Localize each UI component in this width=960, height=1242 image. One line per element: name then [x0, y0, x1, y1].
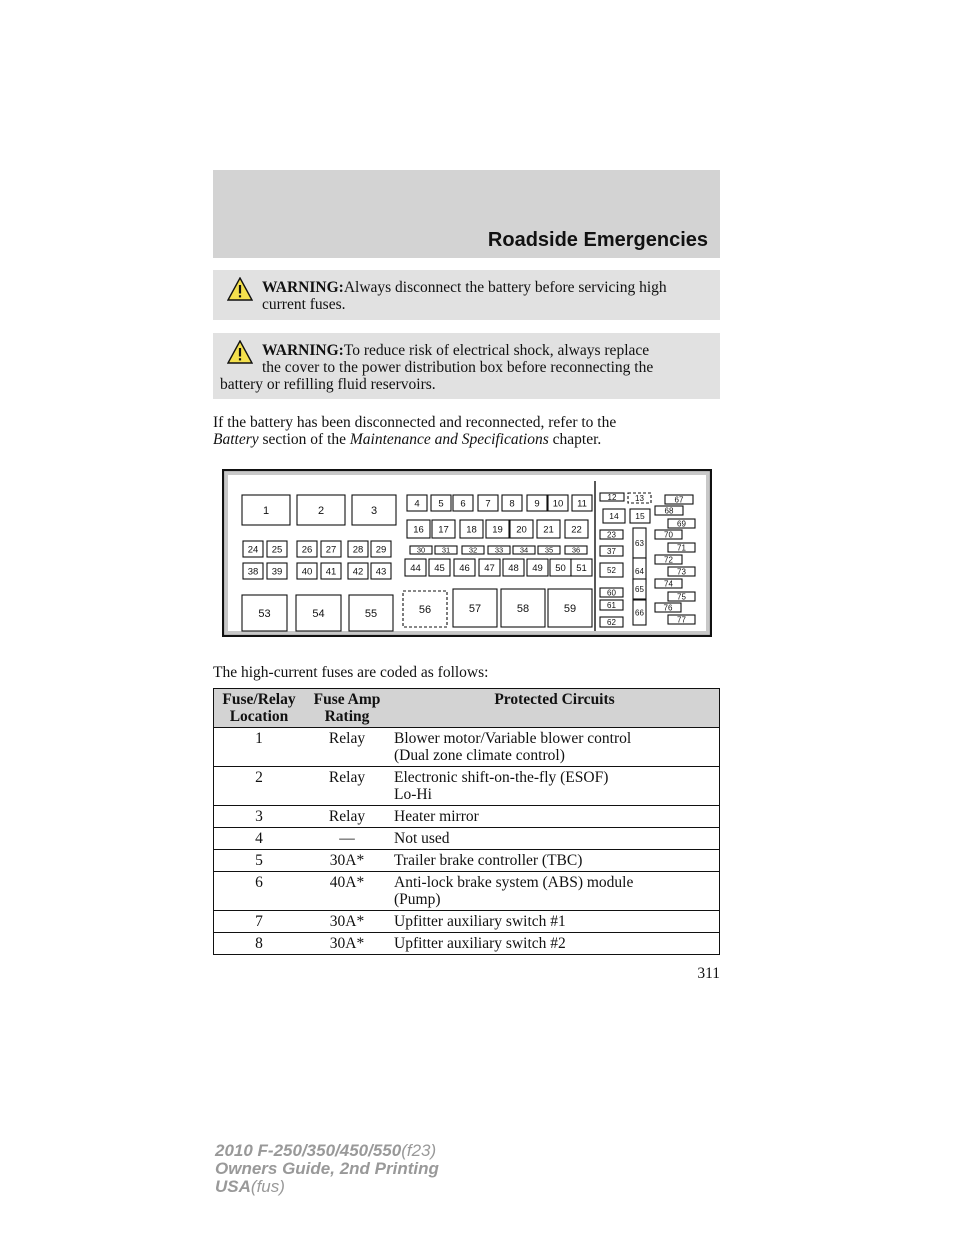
- fuse-slot-63: [633, 528, 646, 558]
- cell-circuits: Upfitter auxiliary switch #2: [390, 933, 720, 955]
- page-number: 311: [697, 965, 720, 982]
- fuse-label: 59: [563, 602, 577, 615]
- fuse-slot-69: [668, 519, 695, 528]
- warning-text: Always disconnect the battery before servicing high: [343, 279, 667, 296]
- warning-2-line-2: the cover to the power distribution box before reconnecting the: [262, 359, 654, 376]
- paragraph-line-1: If the battery has been disconnected and reconnected, refer to the: [213, 414, 617, 431]
- fuse-slot-68: [655, 506, 683, 515]
- footer-edition: Owners Guide, 2nd Printing: [215, 1159, 439, 1178]
- fuse-slot-55: [349, 595, 393, 631]
- fuse-label: 61: [607, 600, 616, 610]
- fuse-slot-74: [655, 579, 682, 588]
- header-circuits: Protected Circuits: [390, 689, 720, 728]
- fuse-slot-27: [321, 541, 341, 557]
- fuse-label: 12: [607, 492, 617, 502]
- table-header-row: [214, 689, 720, 728]
- fuse-slot-41: [321, 563, 341, 579]
- cell-location: 2: [214, 767, 305, 806]
- fuse-slot-52: [600, 563, 623, 577]
- cell-location: 6: [214, 872, 305, 911]
- fuse-slot-28: [348, 541, 368, 557]
- section-header: [213, 170, 720, 258]
- fuse-slot-13: [628, 493, 651, 503]
- table-row: [214, 933, 720, 955]
- fuse-label: 13: [635, 493, 644, 503]
- footer-model: 2010 F-250/350/450/550: [215, 1141, 402, 1160]
- fuse-label: 28: [352, 544, 364, 556]
- fuse-label: 36: [571, 545, 581, 555]
- fuse-label: 62: [607, 617, 616, 627]
- fuse-slot-47: [479, 559, 500, 576]
- fuse-slot-2: [297, 495, 345, 525]
- fuse-slot-54: [296, 595, 341, 631]
- fuse-slot-58: [501, 589, 545, 627]
- cell-circuits: Blower motor/Variable blower control (Dual zone climate control): [390, 728, 720, 767]
- fuse-slot-40: [297, 563, 317, 579]
- fuse-slot-61: [600, 600, 623, 610]
- table-row: [214, 911, 720, 933]
- fuse-slot-65: [633, 579, 646, 599]
- cell-circuits: Anti-lock brake system (ABS) module (Pump): [390, 872, 720, 911]
- table-row: [214, 872, 720, 911]
- fuse-label: 20: [516, 524, 527, 536]
- fuse-slot-43: [371, 563, 391, 579]
- fuse-slot-32: [462, 546, 484, 555]
- fuse-label: 4: [414, 498, 420, 510]
- fuse-label: 10: [552, 498, 564, 510]
- paragraph-text: chapter.: [552, 431, 602, 448]
- warning-2-line-1: [220, 342, 710, 359]
- fuse-slot-51: [571, 559, 592, 576]
- fuse-table: [213, 688, 720, 955]
- fuse-slot-66: [633, 600, 646, 625]
- fuse-label: 26: [301, 544, 313, 556]
- fuse-label: 41: [325, 566, 337, 578]
- fuse-label: 14: [609, 511, 619, 522]
- fuse-label: 60: [607, 588, 616, 598]
- cell-location: 4: [214, 828, 305, 850]
- fuse-slot-11: [572, 495, 592, 511]
- fuse-label: 30: [416, 545, 426, 555]
- fuse-label: 31: [441, 545, 451, 555]
- warning-1-line-1: [220, 279, 710, 296]
- fuse-label: 9: [534, 498, 540, 510]
- fuse-slot-72: [655, 555, 682, 564]
- fuse-slot-12: [600, 493, 624, 502]
- fuse-label: 2: [317, 504, 325, 517]
- fuse-label: 67: [674, 495, 684, 505]
- fuse-slot-9: [527, 495, 547, 511]
- fuse-label: 27: [325, 544, 337, 556]
- fuse-label: 15: [635, 511, 645, 522]
- cell-rating: 30A*: [304, 850, 390, 872]
- fuse-slot-33: [488, 546, 510, 555]
- table-intro: The high-current fuses are coded as follows:: [213, 664, 489, 681]
- cell-rating: 40A*: [304, 872, 390, 911]
- fuse-label: 35: [544, 545, 554, 555]
- fuse-slot-59: [548, 589, 592, 627]
- fuse-label: 70: [664, 530, 673, 540]
- fuse-slot-67: [665, 495, 693, 504]
- fuse-slot-30: [410, 546, 432, 555]
- fuse-slot-48: [503, 559, 524, 576]
- fuse-label: 72: [664, 555, 673, 565]
- fuse-label: 18: [466, 524, 477, 536]
- cell-rating: Relay: [304, 806, 390, 828]
- fuse-label: 21: [543, 524, 554, 536]
- section-title: Roadside Emergencies: [487, 229, 708, 251]
- fuse-slot-22: [565, 520, 588, 538]
- fuse-label: 46: [459, 562, 470, 574]
- fuse-slot-25: [267, 541, 287, 557]
- fuse-label: 25: [271, 544, 283, 556]
- footer-market: USA: [215, 1177, 251, 1196]
- fuse-label: 63: [635, 538, 644, 548]
- cell-rating: 30A*: [304, 911, 390, 933]
- warning-2-line-3: battery or refilling fluid reservoirs.: [220, 376, 436, 393]
- fuse-label: 19: [492, 524, 503, 536]
- fuse-slot-42: [348, 563, 368, 579]
- header-location: Fuse/Relay Location: [214, 689, 305, 728]
- fuse-slot-10: [548, 495, 568, 511]
- fuse-slot-49: [527, 559, 548, 576]
- fuse-slot-45: [429, 559, 450, 576]
- fuse-label: 29: [375, 544, 387, 556]
- fuse-slot-3: [352, 495, 396, 525]
- fuse-label: 52: [607, 565, 616, 575]
- footer-code: (f23): [401, 1141, 437, 1160]
- battery-link-text: Battery: [213, 431, 259, 448]
- fuse-label: 57: [468, 602, 482, 615]
- warning-box-2: [213, 333, 720, 399]
- fuse-label: 32: [468, 545, 478, 555]
- fuse-slot-77: [668, 615, 695, 624]
- fuse-label: 42: [352, 566, 364, 578]
- cell-circuits: Upfitter auxiliary switch #1: [390, 911, 720, 933]
- fuse-label: 64: [635, 566, 644, 576]
- fuse-slot-24: [243, 541, 263, 557]
- fuse-label: 39: [271, 566, 283, 578]
- fuse-label: 73: [677, 567, 686, 577]
- fuse-label: 45: [434, 562, 445, 574]
- warning-label: WARNING:: [262, 342, 344, 359]
- fuse-slot-19: [486, 520, 509, 538]
- fuse-slot-16: [407, 520, 430, 538]
- table-row: [214, 767, 720, 806]
- fuse-label: 44: [410, 562, 421, 574]
- warning-label: WARNING:: [262, 279, 344, 296]
- fuse-slot-21: [537, 520, 560, 538]
- cell-location: 3: [214, 806, 305, 828]
- fuse-label: 74: [664, 579, 673, 589]
- fuse-slot-20: [510, 520, 533, 538]
- paragraph-text: section of the: [262, 431, 347, 448]
- fuse-label: 8: [509, 498, 515, 510]
- fuse-slot-56: [403, 591, 447, 627]
- fuse-label: 24: [247, 544, 259, 556]
- fuse-slot-34: [513, 546, 535, 555]
- fuse-label: 33: [494, 545, 504, 555]
- fuse-label: 76: [663, 603, 673, 613]
- fuse-label: 40: [301, 566, 313, 578]
- fuse-slot-4: [407, 495, 427, 511]
- fuse-slot-35: [538, 546, 560, 555]
- fuse-slot-62: [600, 617, 623, 627]
- fuse-slot-5: [431, 495, 451, 511]
- battery-reference-paragraph: [213, 414, 720, 448]
- table-row: [214, 828, 720, 850]
- fuse-label: 43: [375, 566, 387, 578]
- warning-text: To reduce risk of electrical shock, always replace: [343, 342, 650, 359]
- fuse-slot-73: [668, 567, 695, 576]
- fuse-label: 68: [664, 506, 674, 516]
- fuse-slot-60: [600, 588, 623, 597]
- cell-circuits: Trailer brake controller (TBC): [390, 850, 720, 872]
- cell-location: 8: [214, 933, 305, 955]
- fuse-slot-53: [242, 595, 287, 631]
- fuse-label: 71: [677, 543, 686, 553]
- footer-market-code: (fus): [250, 1177, 285, 1196]
- fuse-label: 55: [364, 607, 378, 620]
- fuse-label: 47: [484, 562, 495, 574]
- fuse-slot-26: [297, 541, 317, 557]
- fuse-slot-44: [405, 559, 426, 576]
- fuse-label: 49: [532, 562, 543, 574]
- fuse-slot-46: [454, 559, 475, 576]
- fuse-slot-17: [432, 520, 455, 538]
- table-row: [214, 850, 720, 872]
- fuse-label: 77: [677, 615, 686, 625]
- fuse-label: 37: [607, 546, 616, 556]
- cell-location: 1: [214, 728, 305, 767]
- fuse-slot-14: [603, 509, 625, 523]
- cell-circuits: Heater mirror: [390, 806, 720, 828]
- chapter-name: Maintenance and Specifications: [349, 431, 549, 448]
- fuse-slot-6: [453, 495, 473, 511]
- fuse-slot-70: [655, 530, 682, 539]
- document-footer: [215, 1142, 439, 1196]
- fuse-label: 69: [677, 519, 686, 529]
- cell-rating: Relay: [304, 767, 390, 806]
- fuse-label: 6: [460, 498, 466, 510]
- fuse-slot-57: [453, 589, 497, 627]
- fuse-slot-71: [668, 543, 695, 552]
- fuse-label: 34: [519, 545, 529, 555]
- fuse-label: 38: [247, 566, 259, 578]
- fuse-slot-18: [460, 520, 483, 538]
- fuse-label: 66: [635, 608, 644, 618]
- fuse-slot-76: [655, 603, 681, 612]
- fuse-label: 58: [516, 602, 530, 615]
- fuse-slot-1: [242, 495, 290, 525]
- cell-rating: —: [304, 828, 390, 850]
- fuse-label: 23: [607, 530, 616, 540]
- cell-rating: 30A*: [304, 933, 390, 955]
- fuse-slot-36: [565, 546, 587, 555]
- fuse-label: 75: [677, 592, 686, 602]
- fuse-slot-37: [600, 546, 623, 556]
- fuse-slot-8: [502, 495, 522, 511]
- header-rating: Fuse Amp Rating: [304, 689, 390, 728]
- fuse-label: 7: [485, 498, 491, 510]
- fuse-label: 3: [370, 504, 378, 517]
- fuse-slot-7: [478, 495, 498, 511]
- fuse-slot-50: [550, 559, 571, 576]
- fuse-slot-29: [371, 541, 391, 557]
- fuse-slot-75: [668, 592, 695, 601]
- fuse-label: 22: [571, 524, 582, 536]
- cell-circuits: Electronic shift-on-the-fly (ESOF) Lo-Hi: [390, 767, 720, 806]
- warning-box-1: [213, 270, 720, 320]
- fuse-label: 48: [508, 562, 519, 574]
- fuse-slot-15: [630, 509, 650, 523]
- fuse-label: 17: [438, 524, 449, 536]
- fuse-label: 56: [418, 603, 432, 616]
- fuse-label: 50: [555, 562, 566, 574]
- fuse-slot-31: [435, 546, 457, 555]
- warning-1-line-2: current fuses.: [262, 296, 346, 313]
- fuse-box-diagram: [222, 469, 712, 637]
- fuse-label: 1: [262, 504, 270, 517]
- fuse-slot-39: [267, 563, 287, 579]
- fuse-label: 5: [438, 498, 444, 510]
- fuse-slot-23: [600, 530, 623, 539]
- fuse-label: 53: [258, 607, 271, 620]
- fuse-label: 65: [635, 584, 644, 594]
- table-row: [214, 806, 720, 828]
- fuse-label: 16: [413, 524, 424, 536]
- table-row: [214, 728, 720, 767]
- fuse-label: 51: [576, 562, 587, 574]
- cell-rating: Relay: [304, 728, 390, 767]
- fuse-slot-38: [243, 563, 263, 579]
- cell-location: 7: [214, 911, 305, 933]
- cell-circuits: Not used: [390, 828, 720, 850]
- fuse-label: 11: [577, 498, 587, 510]
- fuse-label: 54: [312, 607, 325, 620]
- cell-location: 5: [214, 850, 305, 872]
- paragraph-line-2: [213, 431, 720, 448]
